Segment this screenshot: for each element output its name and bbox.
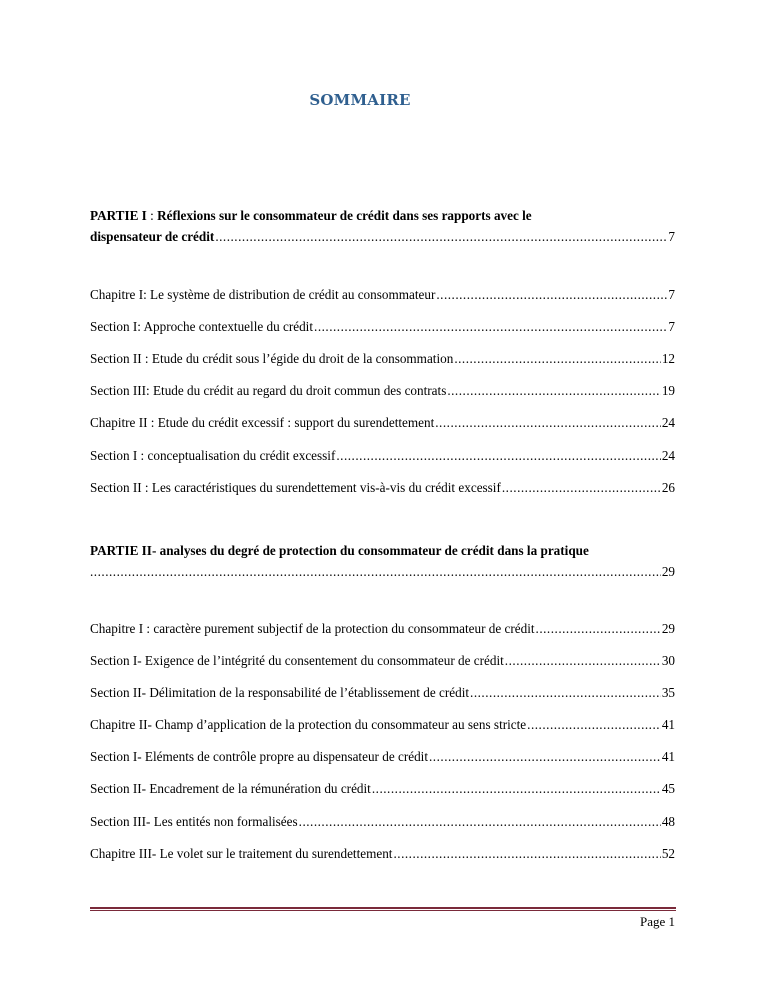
page-number: 12 bbox=[661, 351, 675, 366]
partie-1-sep: : bbox=[146, 208, 158, 223]
page-number: 19 bbox=[661, 383, 675, 398]
page-footer: Page 1 bbox=[639, 914, 675, 929]
toc-entry[interactable] bbox=[90, 780, 675, 798]
entry-text: Section II : Etude du crédit sous l’égide du droit de la consommation bbox=[90, 351, 454, 366]
partie-2-entry[interactable] bbox=[90, 563, 675, 581]
leader-dots bbox=[470, 684, 661, 702]
entry-text: Chapitre III- Le volet sur le traitement du surendettement bbox=[90, 846, 393, 861]
leader-dots bbox=[435, 414, 661, 432]
entry-text: Section II- Encadrement de la rémunération du crédit bbox=[90, 781, 371, 796]
toc-entry[interactable] bbox=[90, 716, 675, 734]
page-number: 7 bbox=[668, 287, 675, 302]
entry-text: Section I- Eléments de contrôle propre au dispensateur de crédit bbox=[90, 749, 428, 764]
toc-entry[interactable] bbox=[90, 286, 675, 304]
leader-dots bbox=[215, 228, 667, 246]
entry-text: Chapitre II : Etude du crédit excessif : support du surendettement bbox=[90, 415, 435, 430]
page-number: 41 bbox=[661, 749, 675, 764]
toc-entry[interactable] bbox=[90, 414, 675, 432]
page-number: 41 bbox=[661, 717, 675, 732]
page-number: 7 bbox=[668, 229, 675, 244]
entry-text: Section III: Etude du crédit au regard du droit commun des contrats bbox=[90, 383, 447, 398]
leader-dots bbox=[336, 447, 660, 465]
page-number: 26 bbox=[661, 480, 675, 495]
toc-entry[interactable] bbox=[90, 845, 675, 863]
leader-dots bbox=[314, 318, 667, 336]
toc-entry[interactable] bbox=[90, 318, 675, 336]
partie-1-title-cont: dispensateur de crédit bbox=[90, 229, 215, 244]
toc-entry[interactable] bbox=[90, 382, 675, 400]
page-number: 7 bbox=[668, 319, 675, 334]
partie-1-heading bbox=[90, 207, 675, 225]
leader-dots bbox=[436, 286, 667, 304]
footer-rule-thin bbox=[90, 910, 676, 911]
footer-rule bbox=[90, 907, 676, 909]
leader-dots bbox=[299, 813, 661, 831]
leader-dots bbox=[90, 563, 661, 581]
entry-text: Chapitre II- Champ d’application de la protection du consommateur au sens stricte bbox=[90, 717, 527, 732]
page-number: 29 bbox=[661, 564, 675, 579]
page-number: 35 bbox=[661, 685, 675, 700]
leader-dots bbox=[536, 620, 661, 638]
partie-1-entry[interactable] bbox=[90, 228, 675, 246]
toc-entry[interactable] bbox=[90, 447, 675, 465]
leader-dots bbox=[502, 479, 661, 497]
leader-dots bbox=[372, 780, 661, 798]
partie-1-title: Réflexions sur le consommateur de crédit dans ses rapports avec le bbox=[157, 208, 532, 223]
partie-2-heading: PARTIE II- analyses du degré de protection du consommateur de crédit dans la pratique bbox=[90, 543, 589, 558]
entry-text: Section I- Exigence de l’intégrité du consentement du consommateur de crédit bbox=[90, 653, 504, 668]
leader-dots bbox=[454, 350, 661, 368]
page-number: 48 bbox=[661, 814, 675, 829]
page-number: 24 bbox=[661, 415, 675, 430]
entry-text: Section II : Les caractéristiques du surendettement vis-à-vis du crédit excessif bbox=[90, 480, 501, 495]
toc-entry[interactable] bbox=[90, 813, 675, 831]
entry-text: Section III- Les entités non formalisées bbox=[90, 814, 298, 829]
page-number: 29 bbox=[661, 621, 675, 636]
leader-dots bbox=[527, 716, 661, 734]
page-number: 45 bbox=[661, 781, 675, 796]
page-number: 24 bbox=[661, 448, 675, 463]
leader-dots bbox=[505, 652, 661, 670]
document-title: SOMMAIRE bbox=[309, 91, 411, 109]
entry-text: Chapitre I : caractère purement subjectif de la protection du consommateur de crédit bbox=[90, 621, 535, 636]
page-number: 52 bbox=[661, 846, 675, 861]
toc-entry[interactable] bbox=[90, 652, 675, 670]
entry-text: Chapitre I: Le système de distribution de crédit au consommateur bbox=[90, 287, 436, 302]
toc-entry[interactable] bbox=[90, 684, 675, 702]
toc-entry[interactable] bbox=[90, 350, 675, 368]
page-number: 30 bbox=[661, 653, 675, 668]
entry-text: Section I: Approche contextuelle du crédit bbox=[90, 319, 314, 334]
partie-1-label: PARTIE I bbox=[90, 208, 147, 223]
leader-dots bbox=[447, 382, 660, 400]
toc-entry[interactable] bbox=[90, 748, 675, 766]
entry-text: Section II- Délimitation de la responsabilité de l’établissement de crédit bbox=[90, 685, 470, 700]
leader-dots bbox=[429, 748, 661, 766]
toc-entry[interactable] bbox=[90, 620, 675, 638]
entry-text: Section I : conceptualisation du crédit excessif bbox=[90, 448, 336, 463]
toc-entry[interactable] bbox=[90, 479, 675, 497]
leader-dots bbox=[393, 845, 660, 863]
